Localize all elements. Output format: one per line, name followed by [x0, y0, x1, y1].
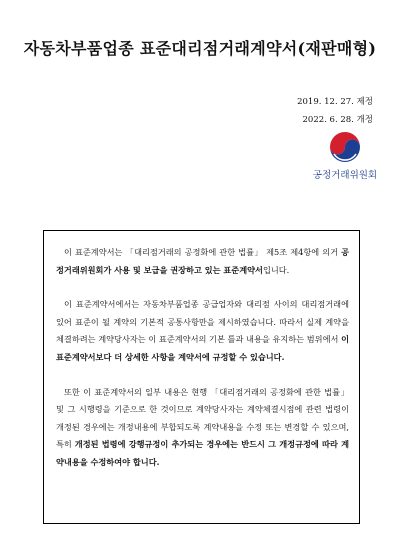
notice-text: 또한 이 표준계약서의 일부 내용은 현행 「대리점거래의 공정화에 관한 법률」 및 그 시행령을 기준으로 한 것이므로 계약당사자는 계약체결시점에 관련 법령이 개정된 경우에는 개정내용에 부합되도록 계약내용을 수정 또는 변경할 수 있으며, 특히: [56, 386, 349, 450]
ftc-logo: [290, 130, 400, 181]
notice-text: 입니다.: [262, 264, 290, 275]
notice-text: 이 표준계약서에서는 자동차부품업종 공급업자와 대리점 사이의 대리점거래에 있어 표준이 될 계약의 기본적 공통사항만을 제시하였습니다. 따라서 실제 계약을 체결하려는 계약당사자는 이 표준계약서의 기본 틀과 내용을 유지하는 범위에서: [56, 299, 349, 345]
org-name: 공정거래위원회: [312, 170, 378, 181]
notice-emphasis: 개정된 법령에 강행규정이 추가되는 경우에는 반드시 그 개정규정에 따라 계약내용을 수정하여야 합니다.: [56, 439, 349, 467]
notice-text: 이 표준계약서는 「대리점거래의 공정화에 관한 법률」 제5조 제4항에 의거: [64, 247, 342, 257]
notice-emphasis: 이 표준계약서보다 더 상세한 사항을 계약서에 규정할 수 있습니다.: [56, 334, 349, 362]
revision-dates: [297, 93, 373, 129]
document-title: 자동차부품업종 표준대리점거래계약서(재판매형): [23, 39, 377, 58]
notice-emphasis: 공정거래위원회가 사용 및 보급을 권장하고 있는 표준계약서: [56, 247, 349, 275]
notice-box: [43, 230, 360, 524]
notice-paragraph-3: [56, 384, 349, 472]
enactment-date: 2019. 12. 27. 제정: [297, 97, 373, 107]
notice-paragraph-1: [56, 244, 349, 279]
taegeuk-emblem-icon: [328, 130, 362, 164]
revision-date: 2022. 6. 28. 개정: [302, 115, 373, 125]
notice-paragraph-2: [56, 296, 349, 366]
